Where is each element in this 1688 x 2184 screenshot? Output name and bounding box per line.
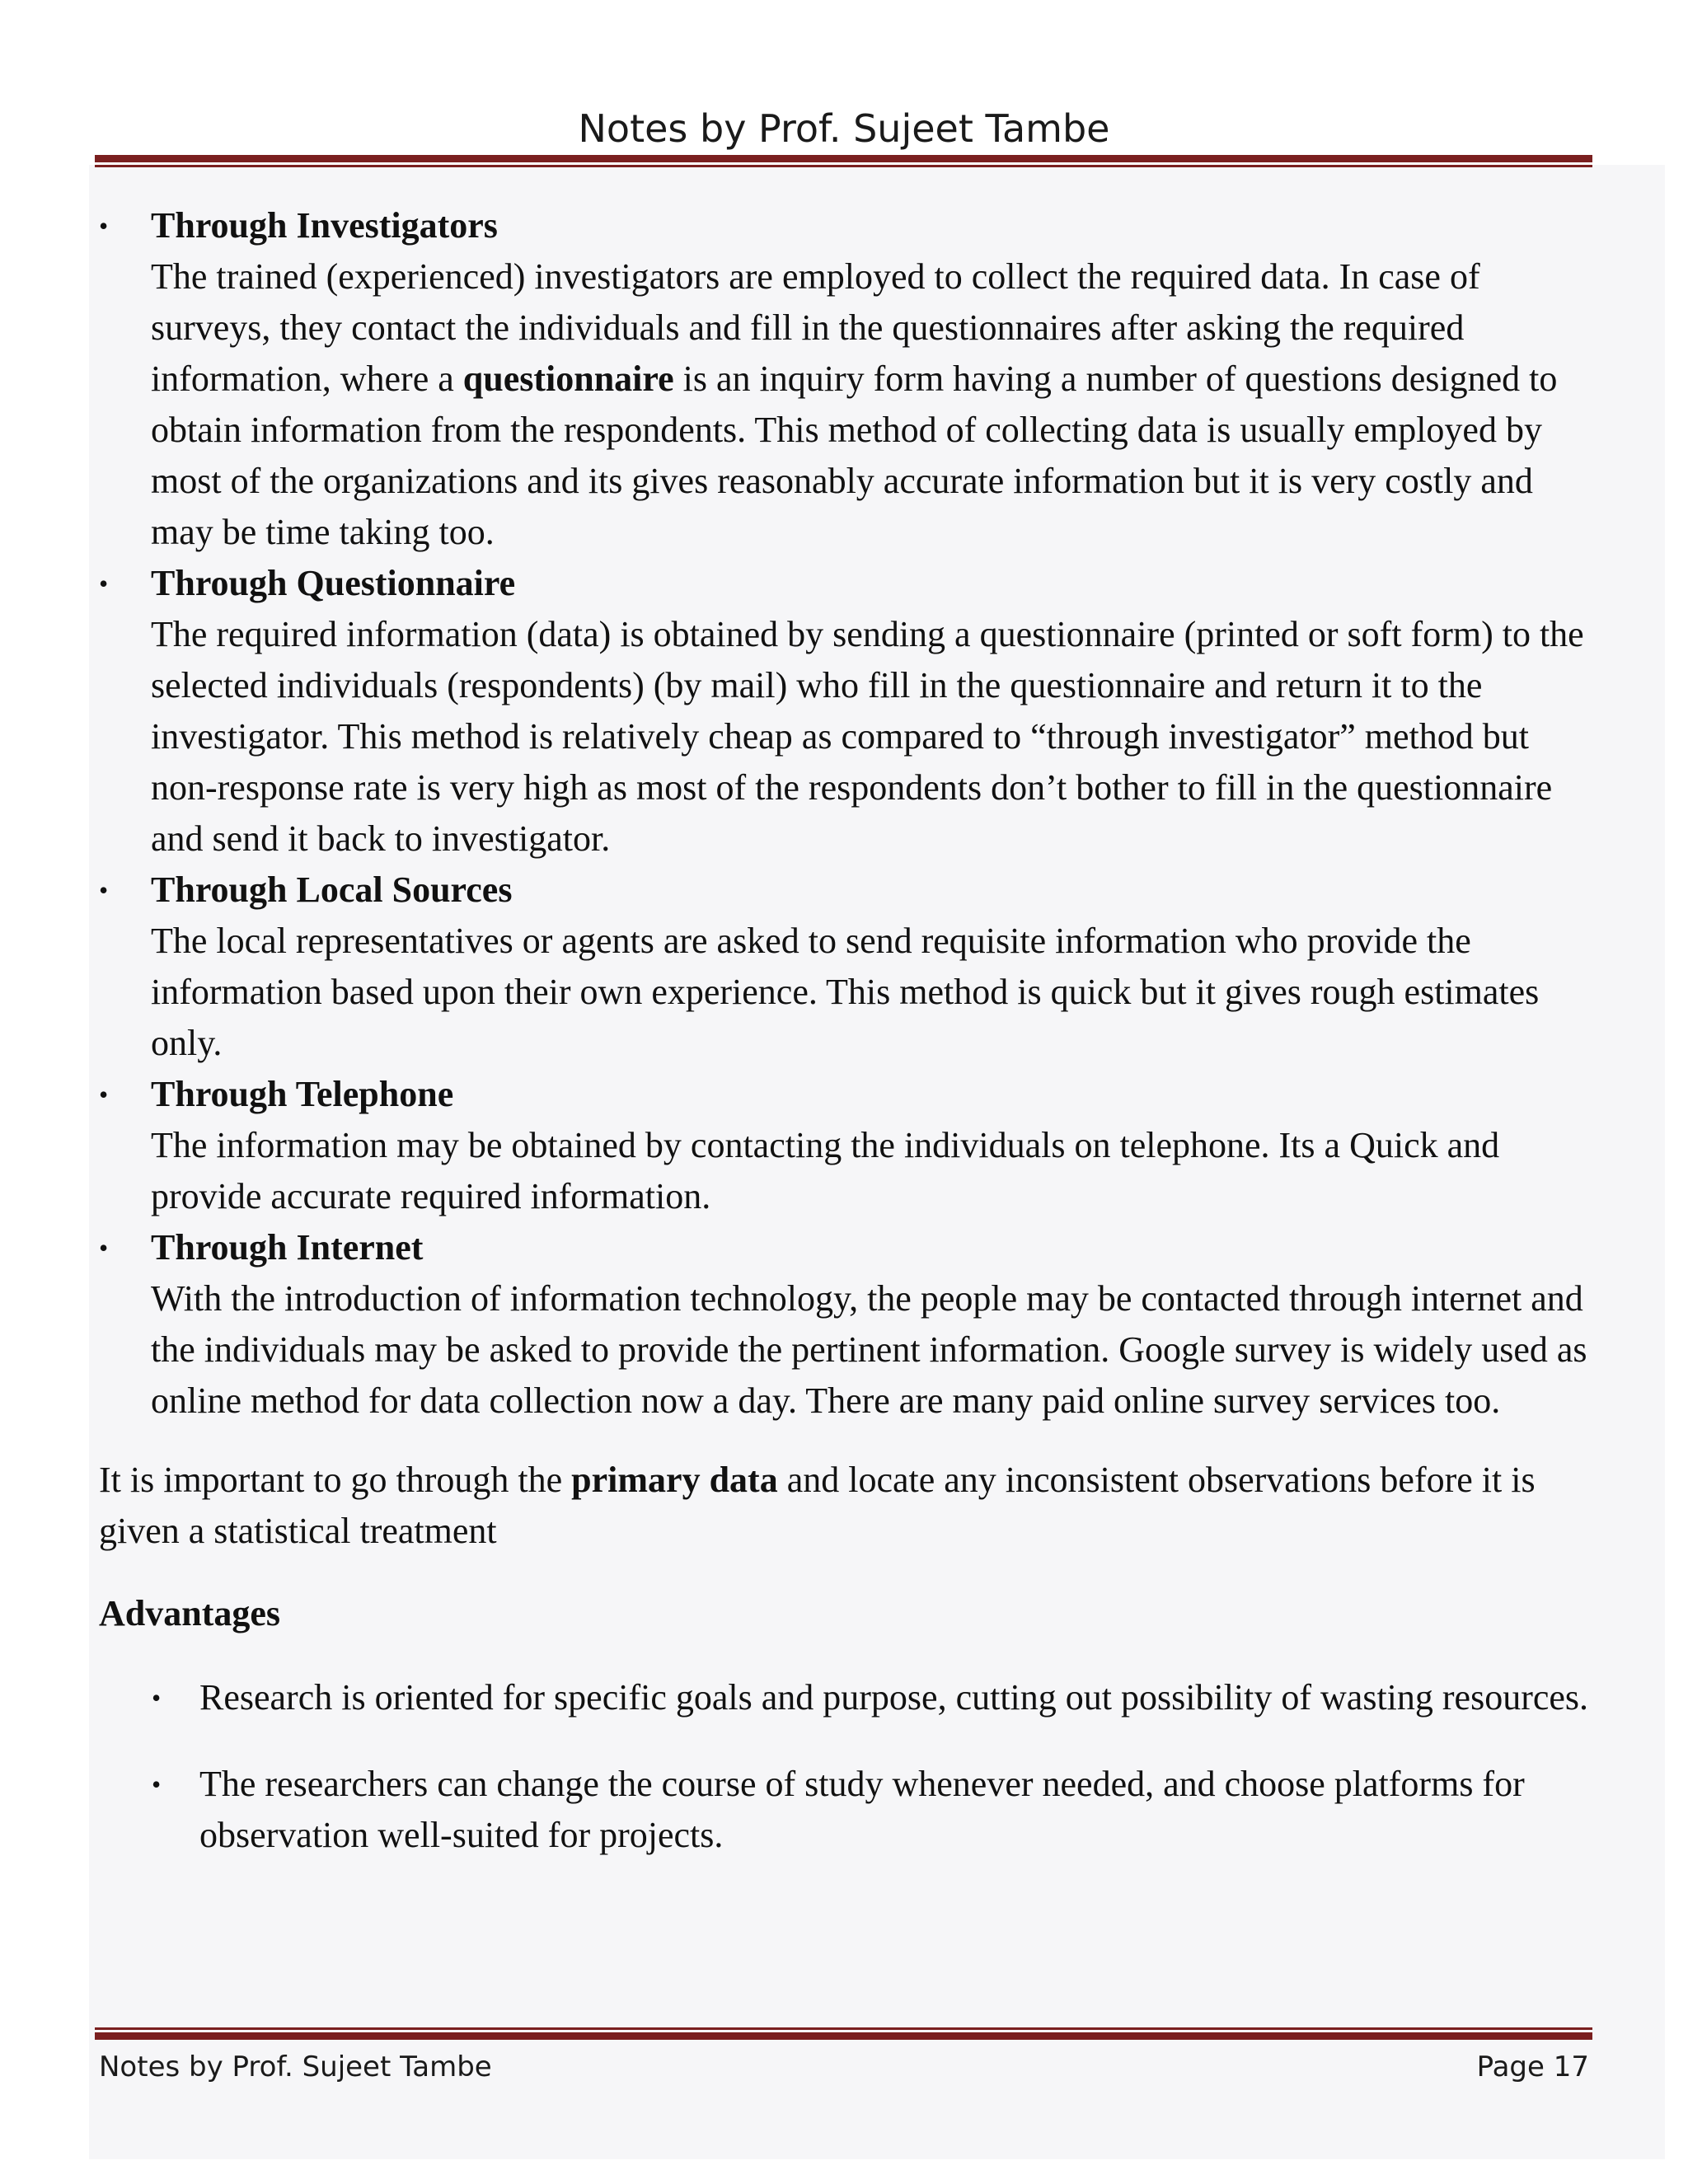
- running-header: Notes by Prof. Sujeet Tambe: [578, 106, 1110, 151]
- footer-rule-thick: [95, 2032, 1592, 2040]
- summary-paragraph: It is important to go through the primary data and locate any inconsistent observations before it is given a statistical treatment: [99, 1460, 1536, 1551]
- footer-author: Notes by Prof. Sujeet Tambe: [99, 2050, 492, 2083]
- header-rule-thick: [95, 155, 1592, 162]
- method-heading: Through Internet: [151, 1227, 424, 1268]
- page-content: [99, 200, 1592, 1861]
- bullet-icon: •: [99, 569, 109, 598]
- method-heading: Through Local Sources: [151, 869, 513, 910]
- bullet-icon: •: [152, 1769, 162, 1799]
- list-item: [99, 1672, 1592, 1723]
- list-item: [99, 865, 1592, 1069]
- page-footer: [99, 2044, 1589, 2090]
- method-description: The trained (experienced) investigators are employed to collect the required data. In case of surveys, they contact the individuals and fill in the questionnaires after asking the required information, where a questionnaire is an inquiry form having a number of questions designed to obtain information from the respondents. This method of collecting data is usually employed by most of the organizations and its gives reasonably accurate information but it is very costly and may be time taking too.: [151, 256, 1558, 552]
- method-description: With the introduction of information technology, the people may be contacted through internet and the individuals may be asked to provide the pertinent information. Google survey is widely used as online method for data collection now a day. There are many paid online survey services too.: [151, 1278, 1587, 1421]
- bullet-icon: •: [99, 211, 109, 241]
- method-heading: Through Telephone: [151, 1074, 454, 1114]
- bullet-icon: •: [99, 1233, 109, 1263]
- bullet-icon: •: [99, 875, 109, 905]
- footer-rule-thin: [95, 2027, 1592, 2030]
- method-description: The local representatives or agents are asked to send requisite information who provide the information based upon their own experience. This method is quick but it gives rough estimates only.: [151, 921, 1540, 1063]
- bullet-icon: •: [99, 1080, 109, 1109]
- method-description: The information may be obtained by contacting the individuals on telephone. Its a Quick and provide accurate required information.: [151, 1125, 1500, 1216]
- advantage-text: Research is oriented for specific goals and purpose, cutting out possibility of wasting resources.: [199, 1677, 1589, 1718]
- advantage-text: The researchers can change the course of study whenever needed, and choose platforms for observation well-suited for projects.: [199, 1764, 1525, 1855]
- list-item: [99, 200, 1592, 558]
- list-item: [99, 558, 1592, 865]
- list-item: [99, 1759, 1592, 1861]
- list-item: [99, 1222, 1592, 1427]
- advantages-heading: Advantages: [99, 1593, 281, 1633]
- emphasis-term: questionnaire: [462, 359, 674, 399]
- collection-methods-list: [99, 200, 1592, 1427]
- emphasis-term: primary data: [571, 1460, 778, 1500]
- page-number: Page 17: [1476, 2050, 1589, 2083]
- header-rule-thin: [95, 165, 1592, 167]
- list-item: [99, 1069, 1592, 1222]
- method-heading: Through Questionnaire: [151, 563, 516, 603]
- advantages-list: [99, 1672, 1592, 1861]
- method-heading: Through Investigators: [151, 205, 498, 246]
- method-description: The required information (data) is obtained by sending a questionnaire (printed or soft form) to the selected individuals (respondents) (by mail) who fill in the questionnaire and return it to the investigator. This method is relatively cheap as compared to “through investigator” method but non-response rate is very high as most of the respondents don’t bother to fill in the questionnaire and send it back to investigator.: [151, 614, 1584, 859]
- bullet-icon: •: [152, 1683, 162, 1713]
